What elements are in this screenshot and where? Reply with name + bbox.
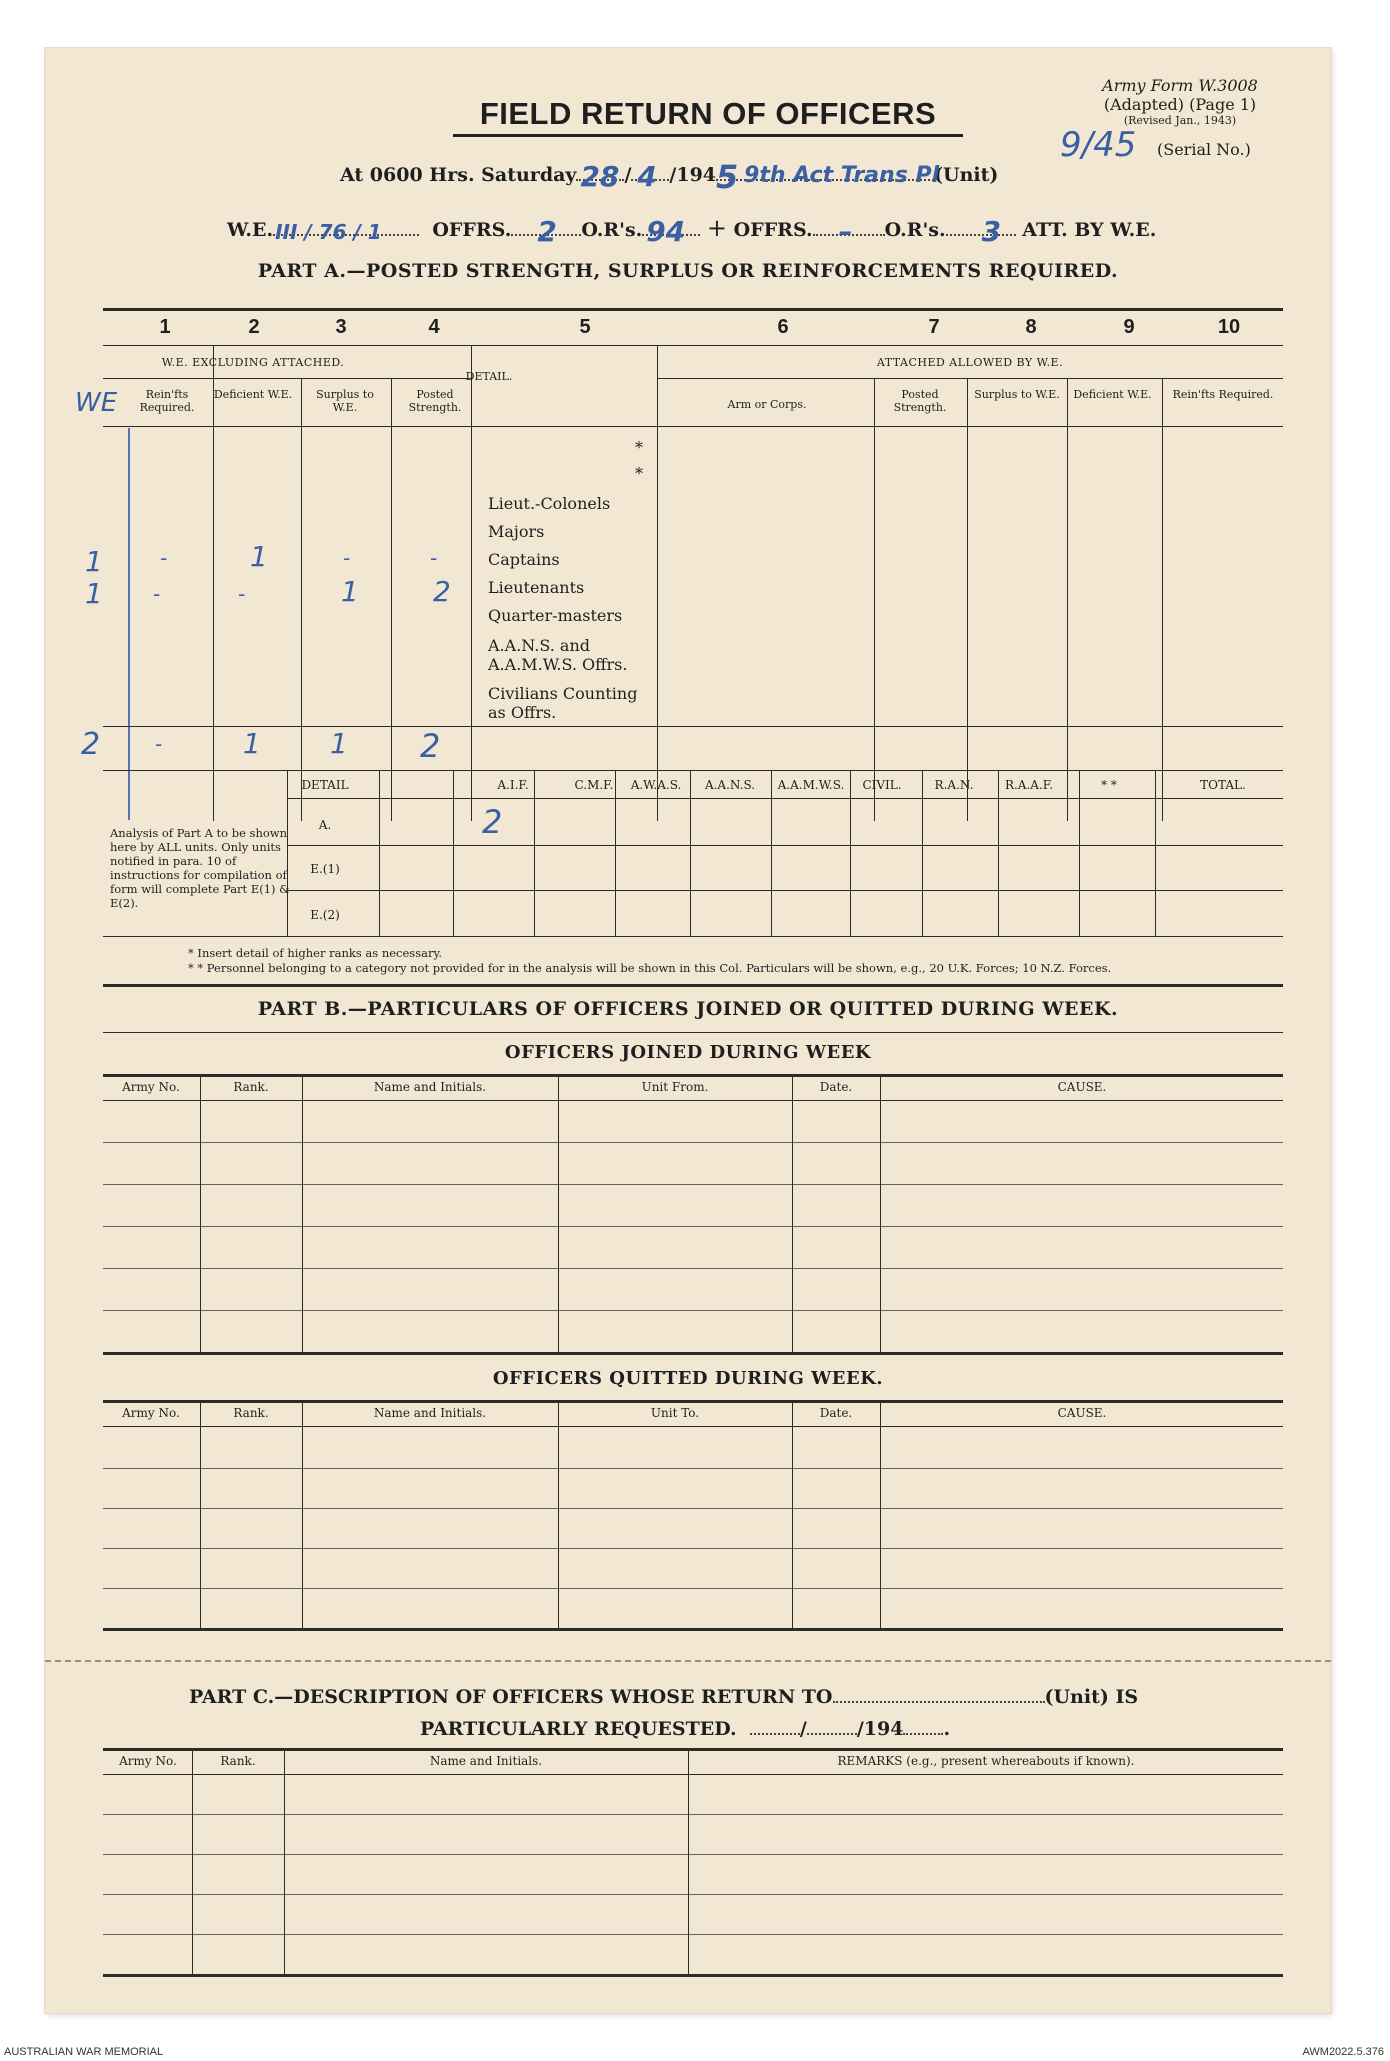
quitted-vline-1: [200, 1400, 201, 1628]
part-c-top-rule: [103, 1748, 1283, 1751]
totals-reinf: -: [155, 732, 163, 756]
part-c-header-rule: [103, 1774, 1283, 1775]
part-c-year: /194: [856, 1718, 904, 1740]
analysis-vline-8: [922, 770, 923, 936]
perforation-line: [45, 1660, 1331, 1662]
analysis-vline-6: [771, 770, 772, 936]
part-c-title: PART C.—DESCRIPTION OF OFFICERS WHOSE RETURN TO: [189, 1686, 833, 1708]
army-form-adapted: (Adapted) (Page 1): [1103, 95, 1257, 114]
analysis-h-other: * *: [1101, 778, 1117, 792]
analysis-h-awas: A.W.A.S.: [630, 778, 682, 792]
offrs-value: 2: [537, 215, 557, 248]
analysis-h-aans: A.A.N.S.: [704, 778, 756, 792]
analysis-vline-9: [998, 770, 999, 936]
quitted-h-rank: Rank.: [233, 1406, 269, 1420]
part-c-row-rule-3: [103, 1894, 1283, 1895]
we-excluding-header: W.E. EXCLUDING ATTACHED.: [161, 356, 345, 369]
analysis-vline-0: [287, 770, 288, 936]
captains-reinf: -: [160, 546, 168, 570]
joined-vline-3: [558, 1074, 559, 1352]
unit-field: [716, 158, 940, 196]
analysis-h-aamws: A.A.M.W.S.: [777, 778, 845, 792]
col-num-8: 8: [1025, 316, 1037, 338]
header-att-posted: Posted Strength.: [893, 388, 947, 414]
col-num-10: 10: [1217, 316, 1241, 338]
captains-posted: -: [430, 546, 438, 570]
we-strength-line: [227, 214, 1157, 248]
serial-label: (Serial No.): [1157, 140, 1251, 159]
totals-deficient: 1: [243, 727, 261, 760]
quitted-h-cause: CAUSE.: [1057, 1406, 1107, 1420]
header-arm-corps: Arm or Corps.: [727, 398, 807, 411]
part-b-title-rule: [103, 1032, 1283, 1033]
part-a-vline-9: [1162, 378, 1163, 821]
att-label: ATT. BY W.E.: [1022, 219, 1157, 241]
part-c-row-rule-4: [103, 1934, 1283, 1935]
joined-bottom-rule: [103, 1352, 1283, 1355]
offrs-att-label: OFFRS.: [733, 219, 813, 241]
ors-att-field: [946, 215, 1016, 248]
header-posted-strength: Posted Strength.: [408, 388, 462, 414]
form-page: [45, 48, 1331, 2013]
header-att-reinf: Rein'fts Required.: [1172, 388, 1274, 401]
ors-value: 94: [646, 215, 686, 248]
part-c-unit-label: (Unit) IS: [1044, 1686, 1139, 1708]
quitted-vline-2: [302, 1400, 303, 1628]
footnote-2: * * Personnel belonging to a category not provided for in the analysis will be shown in this Col. Particulars will be shown, e.g., 20 U.K. Forces; 10 N.Z. Forces.: [188, 961, 1112, 975]
army-form-reference: [1055, 76, 1305, 128]
date-month-field: [631, 160, 669, 193]
part-c-date-day-field: [750, 1733, 800, 1735]
analysis-vline-2: [453, 770, 454, 936]
totals-posted: 2: [420, 727, 441, 765]
joined-h-cause: CAUSE.: [1057, 1080, 1107, 1094]
rank-lieutenants: Lieutenants: [488, 578, 585, 597]
part-a-vline-2: [301, 378, 302, 821]
lieutenants-deficient: -: [238, 582, 246, 606]
header-att-surplus: Surplus to W.E.: [974, 388, 1060, 401]
part-c-row-rule-2: [103, 1854, 1283, 1855]
lieutenants-reinf: -: [153, 582, 161, 606]
part-a-bottom-rule: [103, 770, 1283, 771]
detail-header: DETAIL.: [465, 370, 513, 383]
year-digit-value: 5: [716, 158, 739, 196]
analysis-row-a: A.: [318, 818, 332, 832]
rank-quartermasters: Quarter-masters: [488, 606, 623, 625]
quitted-vline-5: [880, 1400, 881, 1628]
lieutenants-margin: 1: [85, 577, 103, 610]
quitted-row-rule-1: [103, 1468, 1283, 1469]
part-b-title: PART B.—PARTICULARS OF OFFICERS JOINED OR QUITTED DURING WEEK.: [257, 998, 1119, 1020]
analysis-row-e2: E.(2): [310, 908, 340, 922]
captains-deficient: 1: [250, 540, 268, 573]
form-title: FIELD RETURN OF OFFICERS: [453, 96, 963, 137]
joined-h-name: Name and Initials.: [373, 1080, 487, 1094]
part-c-unit-field: [833, 1701, 1045, 1703]
analysis-rule-1: [287, 845, 1283, 846]
joined-h-rank: Rank.: [233, 1080, 269, 1094]
col-num-7: 7: [928, 316, 940, 338]
analysis-vline-4: [615, 770, 616, 936]
part-c-row-rule-1: [103, 1814, 1283, 1815]
part-a-rule-2: [103, 345, 1283, 346]
analysis-h-cmf: C.M.F.: [574, 778, 614, 792]
ors-att-label: O.R's.: [884, 219, 946, 241]
quitted-vline-3: [558, 1400, 559, 1628]
handdrawn-margin-line: [128, 428, 130, 820]
footnote-1: * Insert detail of higher ranks as necessary.: [188, 946, 443, 960]
analysis-header-rule: [287, 798, 1283, 799]
rank-captains: Captains: [488, 550, 560, 569]
joined-h-army-no: Army No.: [122, 1080, 180, 1094]
ors-field: [642, 215, 700, 248]
joined-vline-2: [302, 1074, 303, 1352]
part-c-h-army-no: Army No.: [119, 1754, 177, 1768]
part-b-top-rule: [103, 984, 1283, 987]
part-c-requested: PARTICULARLY REQUESTED.: [420, 1718, 737, 1740]
part-a-vline-5: [657, 345, 658, 821]
part-a-vline-6: [874, 378, 875, 821]
joined-row-rule-4: [103, 1268, 1283, 1269]
header-surplus: Surplus to W.E.: [316, 388, 374, 414]
header-reinf-required: Rein'fts Required.: [139, 388, 195, 414]
quitted-top-rule: [103, 1400, 1283, 1403]
lieutenants-posted: 2: [433, 575, 451, 608]
part-a-vline-8: [1067, 378, 1068, 821]
col-num-5: 5: [579, 316, 591, 338]
part-a-vline-3: [391, 378, 392, 821]
unit-label: (Unit): [934, 164, 999, 186]
plus-sign: +: [706, 214, 728, 242]
caption-right: AWM2022.5.376: [1302, 2046, 1384, 2058]
we-value: III / 76 / 1: [275, 220, 382, 244]
part-a-vline-4: [471, 345, 472, 821]
offrs-att-field: [813, 215, 885, 248]
part-a-rule-group-right: [657, 378, 1283, 379]
part-c-h-name: Name and Initials.: [429, 1754, 543, 1768]
margin-we: WE: [75, 388, 118, 418]
part-c-line-1: [189, 1686, 1138, 1708]
we-field: [273, 220, 419, 244]
col-num-6: 6: [777, 316, 789, 338]
joined-vline-4: [792, 1074, 793, 1352]
part-a-title: PART A.—POSTED STRENGTH, SURPLUS OR REINFORCEMENTS REQUIRED.: [257, 260, 1119, 282]
analysis-vline-7: [850, 770, 851, 936]
serial-number-value: 9/45: [1060, 125, 1137, 165]
quitted-bottom-rule: [103, 1628, 1283, 1631]
quitted-h-date: Date.: [819, 1406, 853, 1420]
joined-row-rule-1: [103, 1142, 1283, 1143]
analysis-a-aif-value: 2: [482, 803, 503, 841]
date-month-value: 4: [637, 160, 657, 193]
ors-att-value: 3: [981, 215, 1002, 248]
analysis-note: Analysis of Part A to be shown here by ALL units. Only units notified in para. 10 of instructions for compilation of form will complete Part E(1) & E(2).: [110, 826, 290, 910]
quitted-vline-4: [792, 1400, 793, 1628]
lieutenants-surplus: 1: [341, 575, 359, 608]
part-c-h-remarks: REMARKS (e.g., present whereabouts if known).: [837, 1754, 1135, 1768]
joined-header-rule: [103, 1100, 1283, 1101]
analysis-bottom-rule: [103, 936, 1283, 937]
analysis-h-raaf: R.A.A.F.: [1004, 778, 1054, 792]
joined-row-rule-5: [103, 1310, 1283, 1311]
quitted-h-army-no: Army No.: [122, 1406, 180, 1420]
quitted-row-rule-2: [103, 1508, 1283, 1509]
captains-surplus: -: [343, 546, 351, 570]
part-c-vline-3: [688, 1748, 689, 1974]
star-row-1: *: [635, 438, 643, 457]
col-num-2: 2: [248, 316, 260, 338]
rank-aans: A.A.N.S. and A.A.M.W.S. Offrs.: [488, 636, 628, 674]
analysis-vline-11: [1155, 770, 1156, 936]
ors-label: O.R's.: [581, 219, 643, 241]
part-a-header-bottom: [103, 426, 1283, 427]
part-a-rule-group-left: [103, 378, 471, 379]
header-deficient: Deficient W.E.: [213, 388, 293, 401]
part-c-date-month-field: [807, 1733, 857, 1735]
analysis-rule-2: [287, 890, 1283, 891]
analysis-vline-1: [379, 770, 380, 936]
joined-h-date: Date.: [819, 1080, 853, 1094]
offrs-label: OFFRS.: [432, 219, 512, 241]
offrs-field: [511, 215, 581, 248]
analysis-vline-5: [690, 770, 691, 936]
quitted-row-rule-4: [103, 1588, 1283, 1589]
totals-surplus: 1: [330, 727, 348, 760]
year-prefix: 194: [676, 164, 717, 186]
analysis-h-civil: CIVIL.: [862, 778, 902, 792]
quitted-title: OFFICERS QUITTED DURING WEEK.: [492, 1368, 884, 1389]
joined-top-rule: [103, 1074, 1283, 1077]
part-a-totals-rule: [103, 726, 1283, 727]
quitted-header-rule: [103, 1426, 1283, 1427]
quitted-h-unit-to: Unit To.: [650, 1406, 700, 1420]
totals-margin: 2: [81, 727, 101, 762]
analysis-row-e1: E.(1): [310, 862, 340, 876]
joined-vline-1: [200, 1074, 201, 1352]
we-label: W.E.: [227, 219, 274, 241]
rank-civilians: Civilians Counting as Offrs.: [488, 684, 638, 722]
analysis-h-detail: DETAIL: [301, 778, 349, 792]
star-row-2: *: [635, 464, 643, 483]
offrs-att-value: –: [838, 215, 853, 248]
part-c-year-field: [903, 1733, 943, 1735]
date-unit-line: At 0600 Hrs. Saturday 28 / 4 /194 5 9th Act Trans Pl (Unit): [340, 158, 999, 196]
part-c-line-2: PARTICULARLY REQUESTED. / /194 .: [420, 1718, 951, 1740]
part-a-vline-7: [967, 378, 968, 821]
header-att-deficient: Deficient W.E.: [1073, 388, 1152, 401]
joined-title: OFFICERS JOINED DURING WEEK: [504, 1042, 872, 1063]
part-c-bottom-rule: [103, 1974, 1283, 1977]
part-c-vline-1: [192, 1748, 193, 1974]
col-num-1: 1: [159, 316, 171, 338]
caption-left: AUSTRALIAN WAR MEMORIAL: [4, 2046, 164, 2058]
col-num-4: 4: [428, 316, 440, 338]
joined-row-rule-3: [103, 1226, 1283, 1227]
at-label: At 0600 Hrs. Saturday: [340, 164, 577, 186]
part-c-vline-2: [284, 1748, 285, 1974]
quitted-h-name: Name and Initials.: [373, 1406, 487, 1420]
part-a-vline-1: [213, 345, 214, 821]
analysis-vline-3: [534, 770, 535, 936]
rank-lieut-colonels: Lieut.-Colonels: [488, 494, 611, 513]
date-day-value: 28: [580, 160, 620, 193]
quitted-row-rule-3: [103, 1548, 1283, 1549]
analysis-vline-10: [1079, 770, 1080, 936]
army-form-revised: (Revised Jan., 1943): [1123, 114, 1237, 127]
col-num-9: 9: [1123, 316, 1135, 338]
part-c-h-rank: Rank.: [220, 1754, 256, 1768]
col-num-3: 3: [335, 316, 347, 338]
joined-row-rule-2: [103, 1184, 1283, 1185]
unit-value: 9th Act Trans Pl: [744, 163, 940, 188]
date-day-field: [576, 160, 624, 193]
army-form-number: Army Form W.3008: [1102, 76, 1258, 95]
analysis-h-total: TOTAL.: [1200, 778, 1246, 792]
captains-margin: 1: [85, 545, 103, 578]
joined-vline-5: [880, 1074, 881, 1352]
rank-majors: Majors: [488, 522, 545, 541]
analysis-h-aif: A.I.F.: [497, 778, 529, 792]
attached-header: ATTACHED ALLOWED BY W.E.: [876, 356, 1064, 369]
analysis-h-ran: R.A.N.: [934, 778, 974, 792]
part-a-top-rule: [103, 308, 1283, 311]
joined-h-unit-from: Unit From.: [641, 1080, 709, 1094]
